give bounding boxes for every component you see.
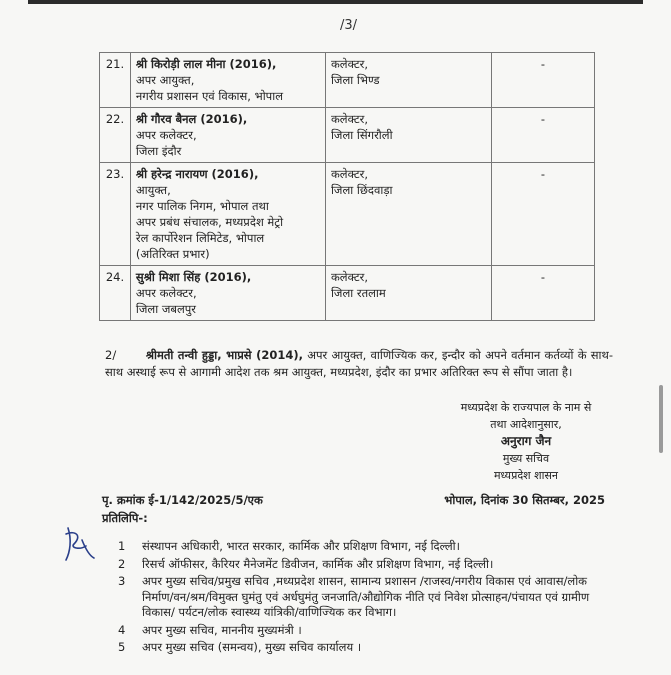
reference-line [102,493,605,508]
new-post-cell [325,53,491,108]
copy-item [118,539,608,555]
sig-line2: तथा आदेशानुसार, [490,418,562,431]
copy-text: संस्थापन अधिकारी, भारत सरकार, कार्मिक और प्रशिक्षण विभाग, नई दिल्ली। [142,539,460,553]
copy-text: अपर मुख्य सचिव (समन्वय), मुख्य सचिव कार्यालय । [142,640,362,654]
scrollbar-thumb[interactable] [659,385,663,453]
officer-name: सुश्री मिशा सिंह (2016), [135,270,252,284]
officer-row [100,108,595,163]
officer-name-cell [130,266,325,321]
new-post-cell [325,108,491,163]
para-text: अपर आयुक्त, वाणिज्यिक कर, इन्दौर को अपने वर्तमान कर्तव्यों के साथ-साथ अस्थाई रूप से आगामी आदेश तक श्रम आयुक्त, मध्यप्रदेश, इंदौर का प्रभार अतिरिक्त रूप से सौंपा जाता है। [105,348,614,379]
copy-heading: प्रतिलिपि-: [102,511,148,525]
officer-name: श्री किरोड़ी लाल मीना (2016), [135,57,277,71]
officer-current-post: अपर आयुक्त, [135,73,195,87]
copy-number: 5 [118,640,126,654]
reference-date: भोपाल, दिनांक 30 सितम्बर, 2025 [444,493,605,507]
copy-number: 3 [118,574,126,588]
sig-line1: मध्यप्रदेश के राज्यपाल के नाम से [460,401,592,414]
new-post-cell [325,163,491,266]
handwritten-initials-icon [60,520,100,565]
para-number: 2/ [105,348,117,362]
officer-current-post: अपर कलेक्टर, [135,286,197,300]
new-post-line: कलेक्टर, [330,270,368,284]
officer-row [100,53,595,108]
officer-current-post: (अतिरिक्त प्रभार) [135,247,210,261]
paragraph-2 [105,347,613,381]
officer-name-cell [130,108,325,163]
reference-number: पृ. क्रमांक ई-1/142/2025/5/एक [102,493,263,507]
copy-item [118,640,608,656]
officer-name-cell [130,163,325,266]
officer-current-post: जिला इंदौर [135,144,182,158]
sig-designation: मुख्य सचिव [502,452,550,465]
officer-current-post: नगर पालिक निगम, भोपाल तथा [135,199,269,213]
officer-current-post: अपर कलेक्टर, [135,128,197,142]
para-officer-name: श्रीमती तन्वी हुड्डा, भाप्रसे (2014), [145,348,303,362]
signature-block [436,399,616,484]
new-post-line: जिला सिंगरौली [330,128,393,142]
page-number: /3/ [340,18,358,33]
serial-number: 24. [100,266,131,321]
sig-office: मध्यप्रदेश शासन [493,469,559,482]
copy-item [118,623,608,639]
serial-number: 21. [100,53,131,108]
officer-name: श्री गौरव बैनल (2016), [135,112,248,126]
copy-text: अपर मुख्य सचिव, माननीय मुख्यमंत्री । [142,622,302,637]
officers-table [99,52,595,321]
officer-current-post: जिला जबलपुर [135,302,196,316]
officer-current-post: अपर प्रबंध संचालक, मध्यप्रदेश मेट्रो [135,215,284,229]
remark-cell: - [491,108,594,163]
new-post-line: जिला भिण्ड [330,73,380,87]
new-post-line: कलेक्टर, [330,167,368,181]
serial-number: 22. [100,108,131,163]
remark-cell: - [491,163,594,266]
officer-row [100,266,595,321]
copy-number: 4 [118,622,126,637]
copy-item [118,574,608,621]
new-post-cell [325,266,491,321]
officer-name-cell [130,53,325,108]
new-post-line: कलेक्टर, [330,112,368,126]
officer-current-post: नगरीय प्रशासन एवं विकास, भोपाल [135,89,283,103]
officer-row [100,163,595,266]
new-post-line: जिला रतलाम [330,286,386,300]
copy-text: अपर मुख्य सचिव/प्रमुख सचिव ,मध्यप्रदेश शासन, सामान्य प्रशासन /राजस्व/नगरीय विकास एवं आवास/लोक निर्माण/वन/श्रम/विमुक्त घुमंतु एवं अर्धघुमंतु जनजाति/औद्योगिक नीति एवं निवेश प्रोत्साहन/पंचायत एवं ग्रामीण विकास/ पर्यटन/लोक स्वास्थ्य यांत्रिकी/वाणिज्यिक कर विभाग। [142,574,590,619]
sig-name: अनुराग जैन [500,434,552,448]
new-post-line: जिला छिंदवाड़ा [330,183,393,197]
copy-text: रिसर्च ऑफीसर, कैरियर मैनेजमेंट डिवीजन, कार्मिक और प्रशिक्षण विभाग, नई दिल्ली। [142,556,494,571]
serial-number: 23. [100,163,131,266]
remark-cell: - [491,53,594,108]
remark-cell: - [491,266,594,321]
officer-name: श्री हरेन्द्र नारायण (2016), [135,167,259,181]
top-edge-bar [28,0,643,4]
copy-number: 1 [118,539,126,553]
copy-item [118,557,608,573]
officer-current-post: रेल कार्पोरेशन लिमिटेड, भोपाल [135,231,265,245]
copy-list [118,539,608,658]
copy-number: 2 [118,556,126,571]
new-post-line: कलेक्टर, [330,57,368,71]
officer-current-post: आयुक्त, [135,183,171,197]
